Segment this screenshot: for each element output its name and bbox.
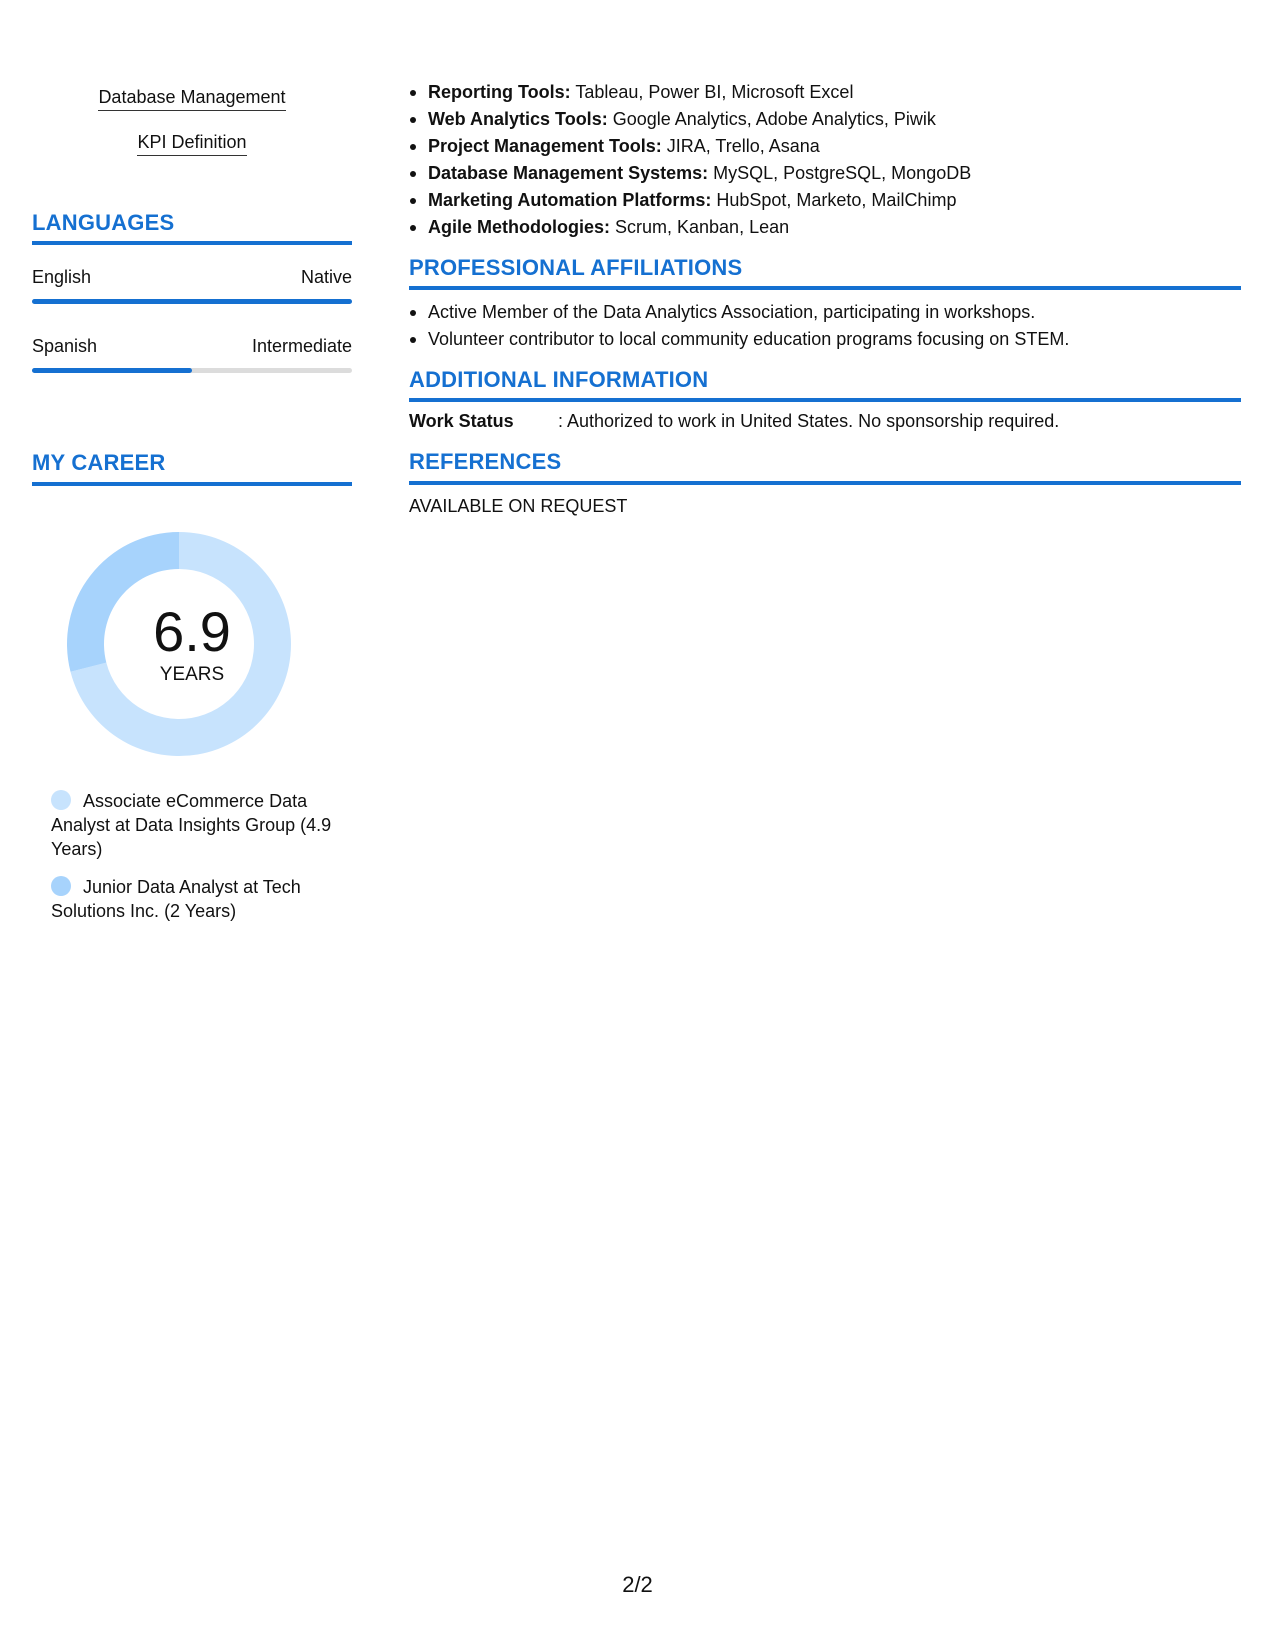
language-level: Intermediate xyxy=(251,336,352,356)
tool-values: MySQL, PostgreSQL, MongoDB xyxy=(708,163,972,183)
affiliations-heading: PROFESSIONAL AFFILIATIONS xyxy=(409,255,743,280)
tool-values: HubSpot, Marketo, MailChimp xyxy=(711,190,957,210)
language-progress-fill xyxy=(32,299,352,304)
languages-heading: LANGUAGES xyxy=(32,210,175,235)
tool-category: Web Analytics Tools: xyxy=(428,109,608,129)
skill-label: Database Management xyxy=(98,87,285,111)
tool-values: Scrum, Kanban, Lean xyxy=(610,217,790,237)
career-legend-label: Associate eCommerce Data Analyst at Data Insights Group (4.9 Years) xyxy=(51,791,332,859)
legend-dot-icon xyxy=(51,790,71,810)
language-progress-track xyxy=(32,299,352,304)
section-divider xyxy=(32,482,352,486)
language-progress-fill xyxy=(32,368,192,373)
skill-tag xyxy=(32,132,352,156)
tool-values: Tableau, Power BI, Microsoft Excel xyxy=(570,82,854,102)
tool-category: Agile Methodologies: xyxy=(428,217,610,237)
section-divider xyxy=(409,398,1241,402)
references-heading: REFERENCES xyxy=(409,449,562,474)
legend-dot-icon xyxy=(51,876,71,896)
list-item xyxy=(409,160,971,187)
list-item xyxy=(409,79,971,106)
career-total-unit: YEARS xyxy=(159,664,225,685)
career-total-years: 6.9 xyxy=(153,600,231,663)
tool-values: JIRA, Trello, Asana xyxy=(661,136,820,156)
career-legend-label: Junior Data Analyst at Tech Solutions Inc. (2 Years) xyxy=(51,877,301,921)
language-name: English xyxy=(32,267,92,287)
references-text: AVAILABLE ON REQUEST xyxy=(409,496,628,516)
affiliations-list xyxy=(409,299,1069,353)
page-number: 2/2 xyxy=(622,1572,653,1597)
skill-label: KPI Definition xyxy=(137,132,246,156)
list-item xyxy=(409,187,971,214)
list-item xyxy=(409,106,971,133)
language-level: Native xyxy=(300,267,352,287)
language-progress-track xyxy=(32,368,352,373)
tool-category: Reporting Tools: xyxy=(428,82,571,102)
list-item xyxy=(409,133,971,160)
tool-values: Google Analytics, Adobe Analytics, Piwik xyxy=(607,109,936,129)
section-divider xyxy=(32,241,352,245)
work-status-value: : Authorized to work in United States. No sponsorship required. xyxy=(558,411,1060,431)
section-divider xyxy=(409,481,1241,485)
skill-tag xyxy=(32,87,352,111)
career-legend-item xyxy=(51,875,341,923)
list-item: Active Member of the Data Analytics Association, participating in workshops. xyxy=(409,299,1069,326)
career-heading: MY CAREER xyxy=(32,450,166,475)
tools-list xyxy=(409,79,971,241)
language-name: Spanish xyxy=(32,336,98,356)
work-status-row xyxy=(409,411,1059,432)
career-legend-item xyxy=(51,789,341,861)
list-item xyxy=(409,214,971,241)
additional-info-heading: ADDITIONAL INFORMATION xyxy=(409,367,709,392)
tool-category: Project Management Tools: xyxy=(428,136,662,156)
tool-category: Database Management Systems: xyxy=(428,163,709,183)
tool-category: Marketing Automation Platforms: xyxy=(428,190,712,210)
work-status-label: Work Status xyxy=(409,411,514,431)
section-divider xyxy=(409,286,1241,290)
list-item: Volunteer contributor to local community education programs focusing on STEM. xyxy=(409,326,1069,353)
